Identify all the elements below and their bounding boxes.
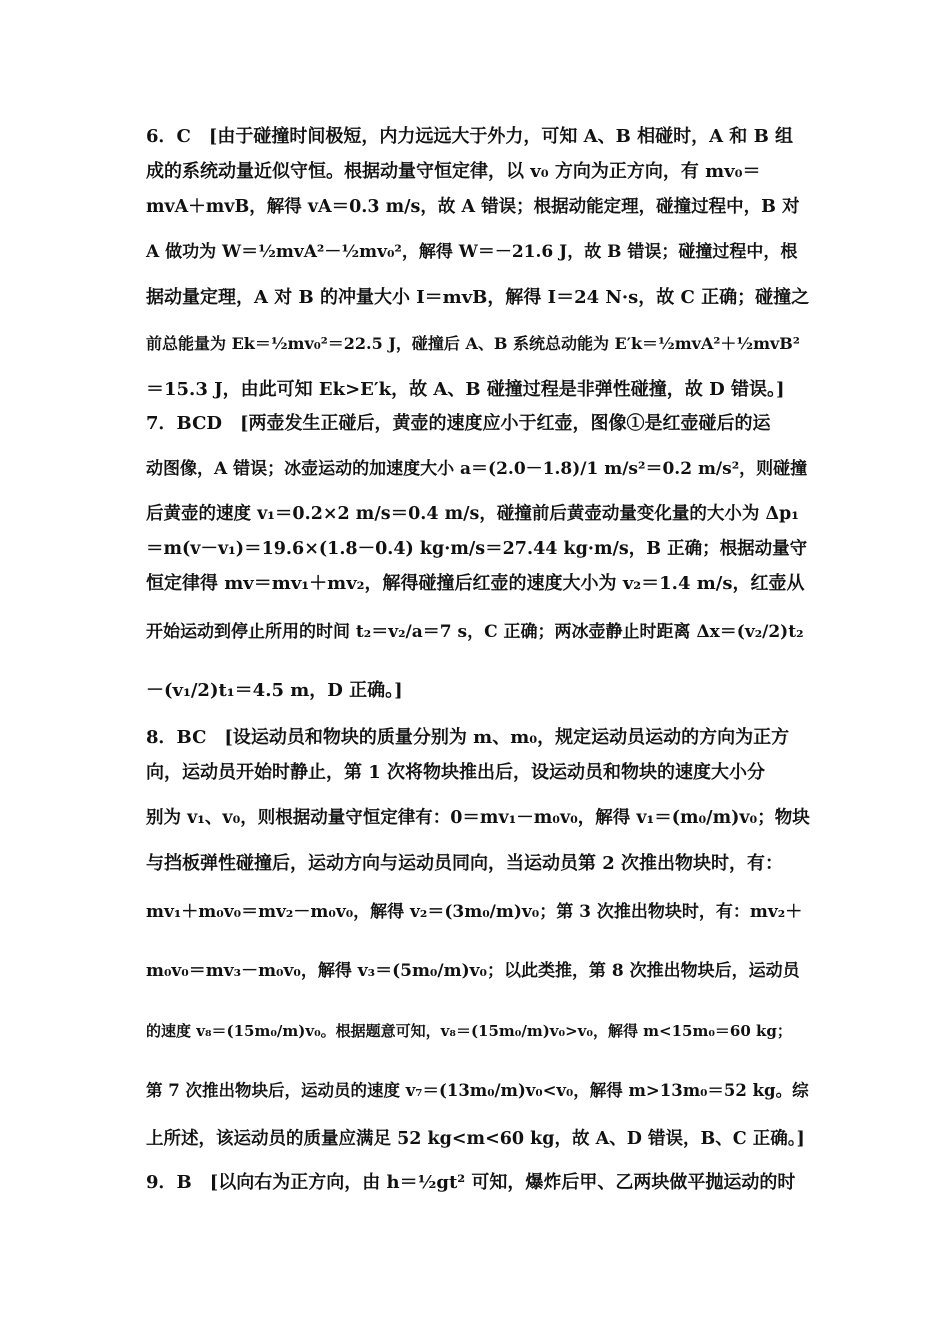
text-line: 前总能量为 Ek＝½mv₀²＝22.5 J，碰撞后 A、B 系统总动能为 E′k＝½mvA²＋½mvB² (146, 334, 800, 353)
text-line: ＝m(v－v₁)＝19.6×(1.8－0.4) kg·m/s＝27.44 kg·m/s，B 正确；根据动量守 (146, 539, 808, 559)
text-line: 恒定律得 mv＝mv₁＋mv₂，解得碰撞后红壶的速度大小为 v₂＝1.4 m/s，红壶从 (146, 573, 805, 594)
text-line: 后黄壶的速度 v₁＝0.2×2 m/s＝0.4 m/s，碰撞前后黄壶动量变化量的大小为 Δp₁ (146, 504, 799, 524)
text-line: ＝15.3 J，由此可知 Ek>E′k，故 A、B 碰撞过程是非弹性碰撞，故 D 错误。] (146, 379, 785, 400)
text-line: 8．BC [设运动员和物块的质量分别为 m、m₀，规定运动员运动的方向为正方 (146, 727, 790, 748)
text-line: 据动量定理，A 对 B 的冲量大小 I＝mvB，解得 I＝24 N·s，故 C 正确；碰撞之 (146, 287, 810, 308)
text-line: 别为 v₁、v₀，则根据动量守恒定律有：0＝mv₁－m₀v₀，解得 v₁＝(m₀/m)v₀；物块 (146, 808, 810, 828)
text-line: 第 7 次推出物块后，运动员的速度 v₇＝(13m₀/m)v₀<v₀，解得 m>13m₀＝52 kg。综 (146, 1081, 809, 1100)
text-line: 7．BCD [两壶发生正碰后，黄壶的速度应小于红壶，图像①是红壶碰后的运 (146, 413, 771, 434)
text-line: 上所述，该运动员的质量应满足 52 kg<m<60 kg，故 A、D 错误，B、C 正确。] (146, 1129, 805, 1149)
text-line: A 做功为 W＝½mvA²－½mv₀²，解得 W＝－21.6 J，故 B 错误；碰撞过程中，根 (146, 242, 798, 262)
text-line: －(v₁/2)t₁＝4.5 m，D 正确。] (146, 680, 403, 701)
text-line: 的速度 v₈＝(15m₀/m)v₀。根据题意可知，v₈＝(15m₀/m)v₀>v₀，解得 m<15m₀＝60 kg； (146, 1022, 792, 1040)
text-line: mv₁＋m₀v₀＝mv₂－m₀v₀，解得 v₂＝(3m₀/m)v₀；第 3 次推出物块时，有：mv₂＋ (146, 902, 803, 922)
text-line: 开始运动到停止所用的时间 t₂＝v₂/a＝7 s，C 正确；两冰壶静止时距离 Δx＝(v₂/2)t₂ (146, 622, 804, 642)
text-line: m₀v₀＝mv₃－m₀v₀，解得 v₃＝(5m₀/m)v₀；以此类推，第 8 次推出物块后，运动员 (146, 961, 800, 981)
text-line: mvA＋mvB，解得 vA＝0.3 m/s，故 A 错误；根据动能定理，碰撞过程中，B 对 (146, 197, 800, 217)
text-line: 与挡板弹性碰撞后，运动方向与运动员同向，当运动员第 2 次推出物块时，有： (146, 853, 784, 874)
text-line: 成的系统动量近似守恒。根据动量守恒定律，以 v₀ 方向为正方向，有 mv₀＝ (146, 161, 761, 182)
text-line: 6．C [由于碰撞时间极短，内力远远大于外力，可知 A、B 相碰时，A 和 B 组 (146, 126, 794, 147)
text-line: 向，运动员开始时静止，第 1 次将物块推出后，设运动员和物块的速度大小分 (146, 762, 766, 783)
text-line: 9．B [以向右为正方向，由 h＝½gt² 可知，爆炸后甲、乙两块做平抛运动的时 (146, 1172, 796, 1193)
text-line: 动图像，A 错误；冰壶运动的加速度大小 a＝(2.0－1.8)/1 m/s²＝0.2 m/s²，则碰撞 (146, 459, 808, 479)
